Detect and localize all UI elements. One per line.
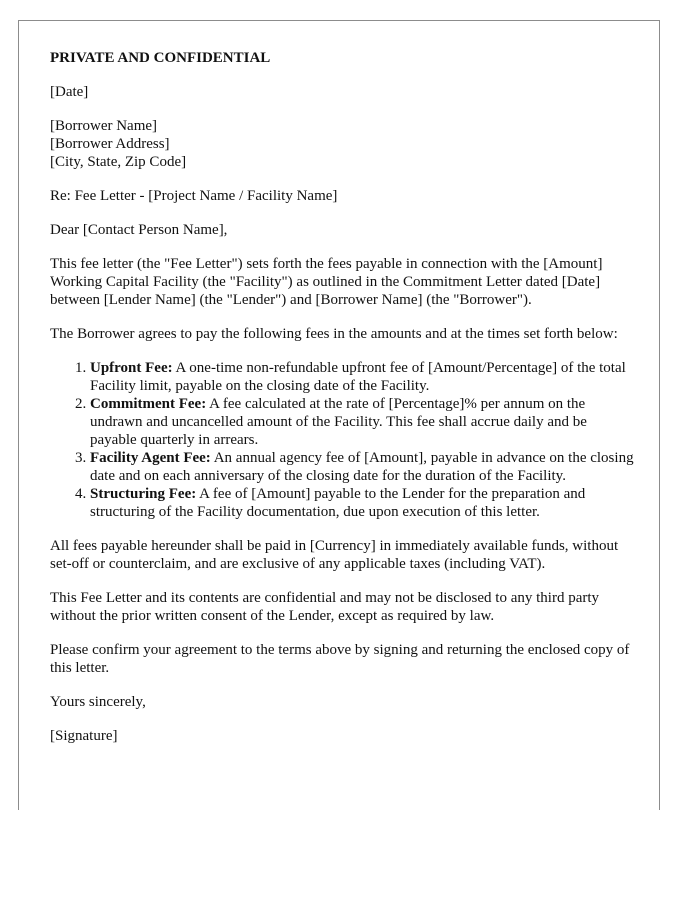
- confidential-heading: PRIVATE AND CONFIDENTIAL: [50, 50, 271, 66]
- fee-item-upfront: [90, 359, 634, 395]
- agreement-intro-paragraph: The Borrower agrees to pay the following fees in the amounts and at the times set forth below:: [50, 326, 618, 342]
- fee-name: Structuring Fee:: [90, 486, 197, 502]
- borrower-city-state-zip: [City, State, Zip Code]: [50, 154, 187, 170]
- letter-body: [50, 49, 634, 761]
- letter-date: [Date]: [50, 84, 89, 100]
- fee-description: A fee calculated at the rate of [Percentage]% per annum on the undrawn and uncancelled amount of the Facility. This fee shall accrue daily and be payable quarterly in arrears.: [90, 396, 587, 448]
- fee-item-structuring: [90, 485, 634, 521]
- letter-page: [18, 20, 660, 810]
- confidentiality-paragraph: This Fee Letter and its contents are confidential and may not be disclosed to any third party without the prior written consent of the Lender, except as required by law.: [50, 590, 600, 624]
- fee-item-facility-agent: [90, 449, 634, 485]
- fee-list: [50, 359, 634, 521]
- confirmation-paragraph: Please confirm your agreement to the terms above by signing and returning the enclosed copy of this letter.: [50, 642, 630, 676]
- payment-terms-paragraph: All fees payable hereunder shall be paid in [Currency] in immediately available funds, without set-off or counterclaim, and are exclusive of any applicable taxes (including VAT).: [50, 538, 619, 572]
- borrower-address: [Borrower Address]: [50, 136, 170, 152]
- fee-description: A one-time non-refundable upfront fee of [Amount/Percentage] of the total Facility limit, payable on the closing date of the Facility.: [90, 360, 626, 394]
- fee-name: Facility Agent Fee:: [90, 450, 211, 466]
- fee-name: Upfront Fee:: [90, 360, 173, 376]
- borrower-address-block: [50, 117, 634, 171]
- borrower-name: [Borrower Name]: [50, 118, 158, 134]
- fee-name: Commitment Fee:: [90, 396, 207, 412]
- salutation: Dear [Contact Person Name],: [50, 222, 228, 238]
- closing-line: Yours sincerely,: [50, 694, 146, 710]
- re-line: Re: Fee Letter - [Project Name / Facility Name]: [50, 188, 338, 204]
- signature-placeholder: [Signature]: [50, 728, 118, 744]
- fee-item-commitment: [90, 395, 634, 449]
- fee-description: A fee of [Amount] payable to the Lender for the preparation and structuring of the Facility documentation, due upon execution of this letter.: [90, 486, 586, 520]
- fee-description: An annual agency fee of [Amount], payable in advance on the closing date and on each anniversary of the closing date for the duration of the Facility.: [90, 450, 634, 484]
- intro-paragraph: This fee letter (the "Fee Letter") sets forth the fees payable in connection with the [Amount] Working Capital Facility (the "Facility") as outlined in the Commitment Letter dated [Date] between [Lender Name] (the "Lender") and [Borrower Name] (the "Borrower").: [50, 256, 603, 308]
